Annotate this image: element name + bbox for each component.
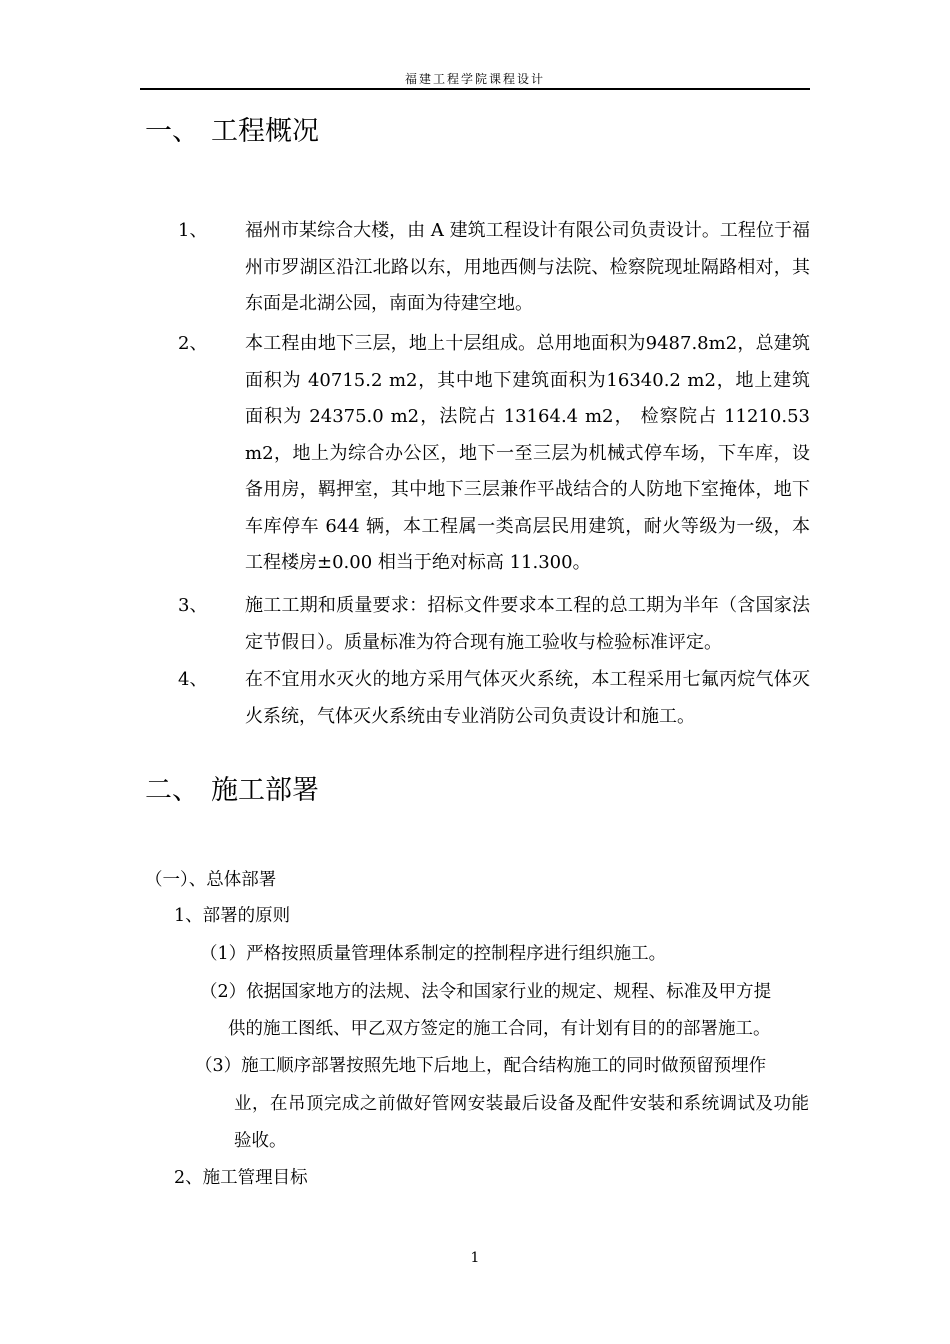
overview-item-2 <box>178 326 810 582</box>
principles-heading: 1、部署的原则 <box>174 906 291 926</box>
item-number: 2、 <box>178 333 208 354</box>
item-number: 3、 <box>178 595 208 616</box>
header-divider <box>140 88 810 90</box>
overview-item-4 <box>178 662 810 735</box>
item-text: 福州市某综合大楼，由 A 建筑工程设计有限公司负责设计。工程位于福州市罗湖区沿江北路以东，用地西侧与法院、检察院现址隔路相对，其东面是北湖公园，南面为待建空地。 <box>245 220 810 314</box>
principle-2-line-1: （2）依据国家地方的法规、法令和国家行业的规定、规程、标准及甲方提 <box>200 982 772 1002</box>
page-number: 1 <box>470 1250 480 1266</box>
section-number: 二、 <box>145 775 199 806</box>
principle-1: （1）严格按照质量管理体系制定的控制程序进行组织施工。 <box>200 944 667 964</box>
principle-3-continuation: 业，在吊顶完成之前做好管网安装最后设备及配件安装和系统调试及功能验收。 <box>234 1094 809 1151</box>
section-title: 工程概况 <box>211 116 319 147</box>
item-number: 4、 <box>178 669 208 690</box>
page-header: 福建工程学院课程设计 <box>404 72 545 86</box>
item-text: 在不宜用水灭火的地方采用气体灭火系统，本工程采用七氟丙烷气体灭火系统，气体灭火系统由专业消防公司负责设计和施工。 <box>245 669 810 727</box>
subsection-heading: （一）、总体部署 <box>145 870 277 890</box>
goals-heading: 2、施工管理目标 <box>174 1168 308 1188</box>
section-number: 一、 <box>145 116 199 147</box>
item-text: 施工工期和质量要求：招标文件要求本工程的总工期为半年（含国家法定节假日）。质量标准为符合现有施工验收与检验标准评定。 <box>245 595 810 653</box>
item-text: 本工程由地下三层，地上十层组成。总用地面积为9487.8m2，总建筑面积为 40715.2 m2，其中地下建筑面积为16340.2 m2，地上建筑面积为 24375.0 m2，法院占 13164.4 m2， 检察院占 11210.53 m2，地上为综合办公区，地下一至三层为机械式停车场，下车库，设备用房，羁押室，其中地下三层兼作平战结合的人防地下室掩体，地下车库停车 644 辆，本工程属一类高层民用建筑，耐火等级为一级，本工程楼房±0.00 相当于绝对标高 11.300。 <box>245 333 810 573</box>
section-heading-deployment <box>145 775 319 807</box>
item-number: 1、 <box>178 220 208 241</box>
overview-item-1 <box>178 213 810 323</box>
section-heading-overview <box>145 116 319 148</box>
principle-2-line-2: 供的施工图纸、甲乙双方签定的施工合同，有计划有目的的部署施工。 <box>228 1019 771 1039</box>
principle-3-line-1: （3）施工顺序部署按照先地下后地上，配合结构施工的同时做预留预埋作 <box>195 1056 767 1076</box>
section-title: 施工部署 <box>211 775 319 806</box>
overview-item-3 <box>178 588 810 661</box>
